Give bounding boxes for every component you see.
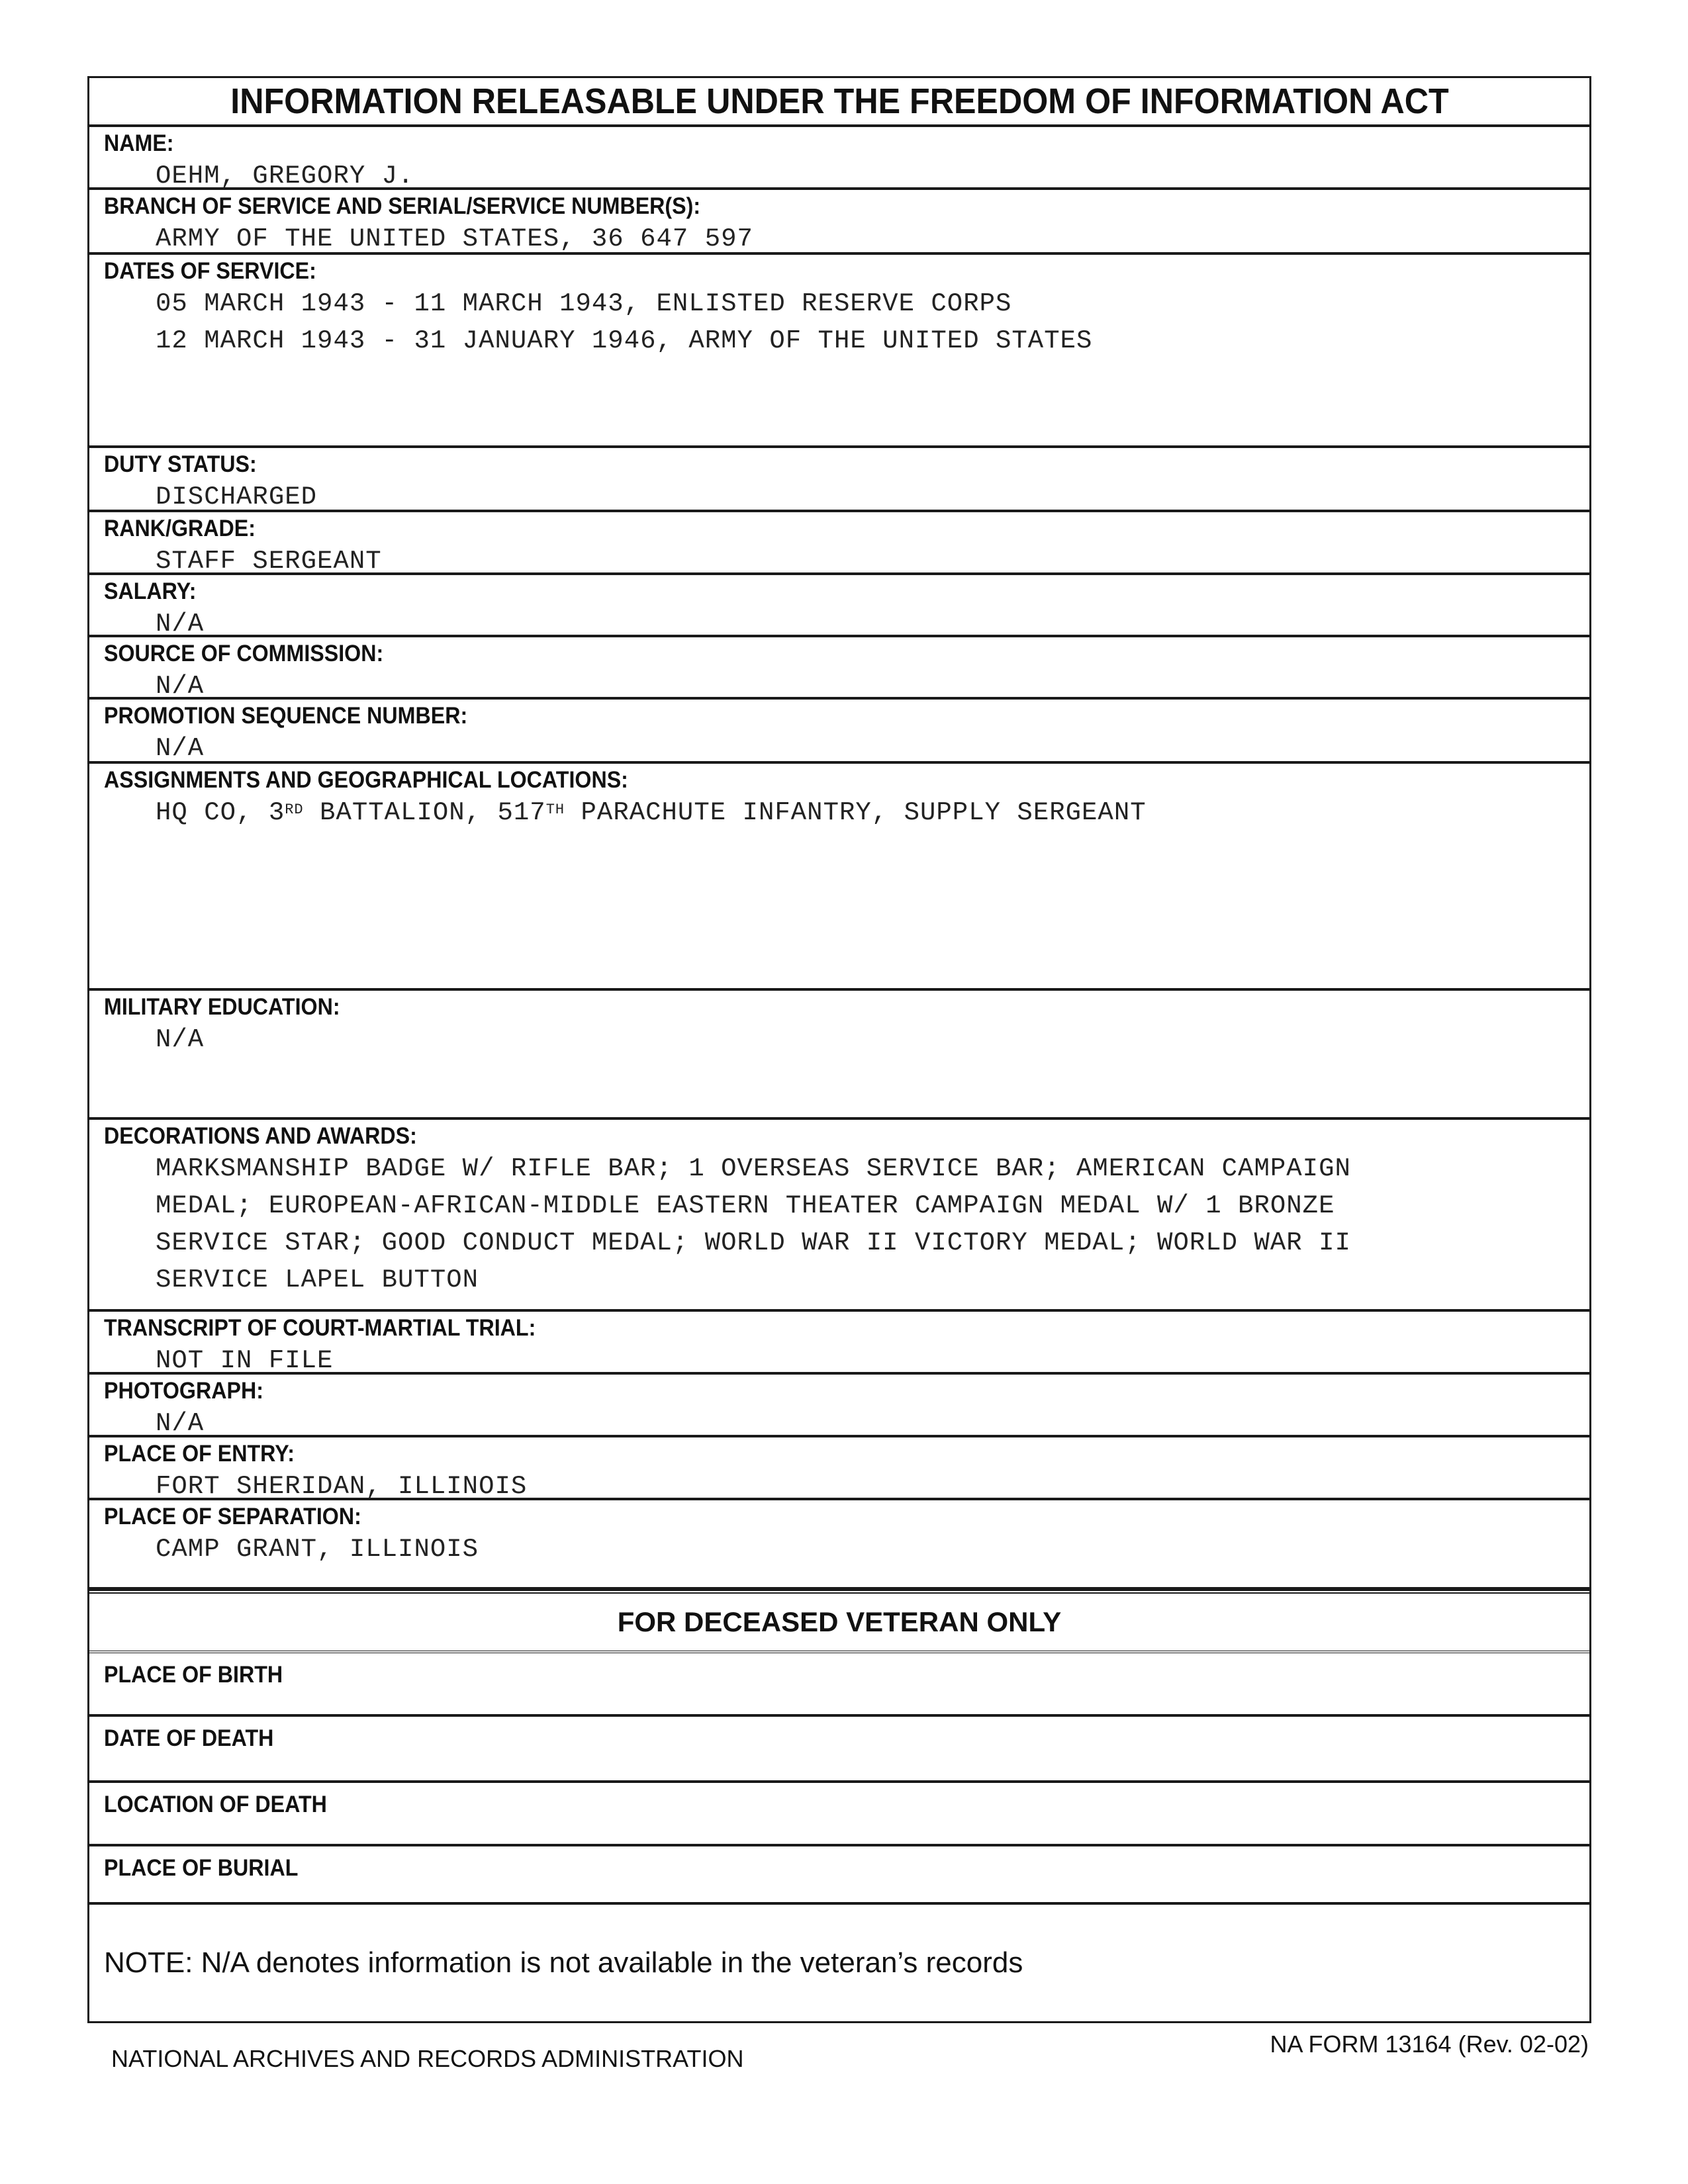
dates-line-2: 12 MARCH 1943 - 31 JANUARY 1946, ARMY OF THE UNITED STATES xyxy=(156,326,1093,355)
source-commission-label: SOURCE OF COMMISSION: xyxy=(104,641,384,666)
photograph-value: N/A xyxy=(156,1409,205,1438)
assignments-section xyxy=(89,764,1589,991)
decorations-line-2: MEDAL; EUROPEAN-AFRICAN-MIDDLE EASTERN THEATER CAMPAIGN MEDAL W/ 1 BRONZE xyxy=(156,1191,1335,1220)
decorations-line-1: MARKSMANSHIP BADGE W/ RIFLE BAR; 1 OVERSEAS SERVICE BAR; AMERICAN CAMPAIGN xyxy=(156,1154,1351,1183)
source-commission-section xyxy=(89,637,1589,700)
rank-value: STAFF SERGEANT xyxy=(156,547,382,576)
place-birth-label: PLACE OF BIRTH xyxy=(104,1662,283,1688)
form-title xyxy=(89,78,1589,127)
name-value: OEHM, GREGORY J. xyxy=(156,161,414,191)
decorations-label: DECORATIONS AND AWARDS: xyxy=(104,1123,417,1149)
place-burial-label: PLACE OF BURIAL xyxy=(104,1855,299,1881)
place-separation-section xyxy=(89,1500,1589,1590)
branch-value: ARMY OF THE UNITED STATES, 36 647 597 xyxy=(156,224,753,253)
place-entry-section xyxy=(89,1437,1589,1500)
duty-status-label: DUTY STATUS: xyxy=(104,451,257,477)
salary-label: SALARY: xyxy=(104,578,197,604)
assignments-label: ASSIGNMENTS AND GEOGRAPHICAL LOCATIONS: xyxy=(104,767,628,793)
source-commission-value: N/A xyxy=(156,672,205,701)
rank-section xyxy=(89,512,1589,575)
promotion-sequence-value: N/A xyxy=(156,734,205,763)
form-title-text: INFORMATION RELEASABLE UNDER THE FREEDOM OF INFORMATION ACT xyxy=(230,81,1449,121)
foia-form xyxy=(87,76,1591,2023)
place-entry-label: PLACE OF ENTRY: xyxy=(104,1441,295,1467)
rank-label: RANK/GRADE: xyxy=(104,516,256,541)
duty-status-section xyxy=(89,448,1589,512)
place-birth-section xyxy=(89,1653,1589,1717)
date-death-section xyxy=(89,1717,1589,1783)
deceased-heading: FOR DECEASED VETERAN ONLY xyxy=(89,1590,1589,1653)
place-burial-section xyxy=(89,1846,1589,1905)
duty-status-value: DISCHARGED xyxy=(156,482,318,512)
decorations-section xyxy=(89,1120,1589,1312)
photograph-section xyxy=(89,1375,1589,1437)
assignments-value: HQ CO, 3RD BATTALION, 517TH PARACHUTE INFANTRY, SUPPLY SERGEANT xyxy=(156,798,1147,827)
military-education-label: MILITARY EDUCATION: xyxy=(104,994,340,1020)
court-martial-value: NOT IN FILE xyxy=(156,1346,334,1375)
branch-label: BRANCH OF SERVICE AND SERIAL/SERVICE NUMBER(S): xyxy=(104,193,701,219)
date-death-label: DATE OF DEATH xyxy=(104,1725,274,1751)
dates-section xyxy=(89,255,1589,448)
note: NOTE: N/A denotes information is not available in the veteran’s records xyxy=(104,1946,1023,1979)
court-martial-section xyxy=(89,1312,1589,1375)
military-education-section xyxy=(89,991,1589,1120)
promotion-sequence-label: PROMOTION SEQUENCE NUMBER: xyxy=(104,703,468,729)
decorations-line-4: SERVICE LAPEL BUTTON xyxy=(156,1265,479,1295)
dates-line-1: 05 MARCH 1943 - 11 MARCH 1943, ENLISTED RESERVE CORPS xyxy=(156,289,1012,318)
name-label: NAME: xyxy=(104,130,174,156)
decorations-line-3: SERVICE STAR; GOOD CONDUCT MEDAL; WORLD WAR II VICTORY MEDAL; WORLD WAR II xyxy=(156,1228,1351,1257)
footer-form-id: NA FORM 13164 (Rev. 02-02) xyxy=(1270,2030,1589,2058)
place-separation-label: PLACE OF SEPARATION: xyxy=(104,1504,361,1529)
name-section xyxy=(89,127,1589,190)
promotion-sequence-section xyxy=(89,700,1589,764)
location-death-section xyxy=(89,1783,1589,1846)
location-death-label: LOCATION OF DEATH xyxy=(104,1792,327,1817)
branch-section xyxy=(89,190,1589,255)
salary-value: N/A xyxy=(156,610,205,639)
dates-label: DATES OF SERVICE: xyxy=(104,258,316,284)
place-separation-value: CAMP GRANT, ILLINOIS xyxy=(156,1535,479,1564)
salary-section xyxy=(89,575,1589,637)
photograph-label: PHOTOGRAPH: xyxy=(104,1378,263,1404)
footer-agency: NATIONAL ARCHIVES AND RECORDS ADMINISTRATION xyxy=(111,2045,744,2072)
military-education-value: N/A xyxy=(156,1025,205,1054)
place-entry-value: FORT SHERIDAN, ILLINOIS xyxy=(156,1472,528,1501)
court-martial-label: TRANSCRIPT OF COURT-MARTIAL TRIAL: xyxy=(104,1315,536,1341)
